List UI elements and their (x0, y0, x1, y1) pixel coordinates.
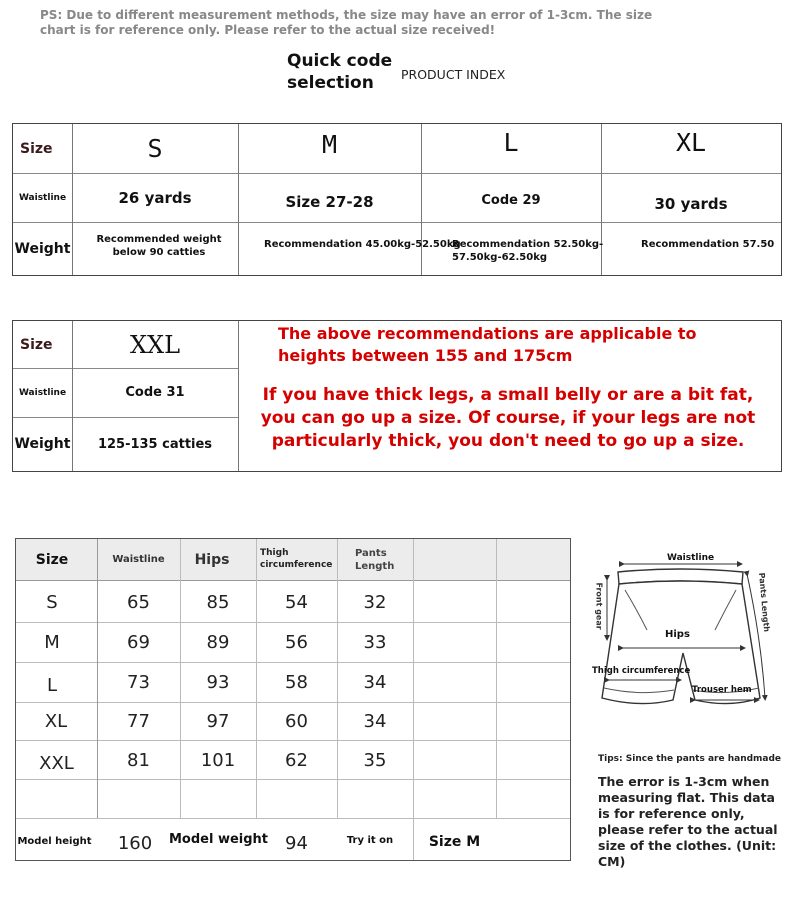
try-on-label: Try it on (346, 834, 394, 846)
label-hips: Hips (665, 629, 690, 640)
row-xxl-size: XXL (39, 752, 74, 774)
hdr-pants-length: Pants Length (355, 548, 395, 572)
label-waistline: Waistline (667, 553, 715, 563)
row-xxl-length: 35 (363, 749, 387, 771)
weight-s: Recommended weight below 90 catties (96, 234, 222, 258)
weight-xxl: 125-135 catties (97, 436, 213, 452)
label-trouser-hem: Trouser hem (692, 685, 752, 695)
error-note: The error is 1-3cm when measuring flat. This data is for reference only, please refer to the actual size of the clothes. (Unit: CM) (598, 774, 778, 869)
size-xxl: XXL (129, 330, 181, 359)
row-l-waist: 73 (127, 671, 150, 693)
row-l-size: L (46, 674, 58, 696)
row-l-thigh: 58 (285, 671, 308, 693)
waist-s: 26 yards (118, 188, 192, 207)
waist-xl: 30 yards (654, 194, 728, 213)
row-xxl-thigh: 62 (285, 749, 308, 771)
row-m-waist: 69 (127, 631, 150, 653)
tips-note: Tips: Since the pants are handmade (598, 754, 782, 764)
hdr-thigh: Thigh circumference (260, 548, 333, 570)
label-front-gear: Front gear (594, 582, 604, 630)
row-xl-size: XL (44, 710, 68, 732)
row-s-waist: 65 (127, 592, 150, 613)
size-up-note: If you have thick legs, a small belly or are a bit fat, you can go up a size. Of course, if your legs are not particularly thick, you don't need to go up a size. (260, 385, 756, 451)
row-m-thigh: 56 (285, 631, 308, 653)
height-note: The above recommendations are applicable to heights between 155 and 175cm (278, 324, 697, 365)
row-xl-waist: 77 (127, 710, 150, 732)
size-table-2 (12, 320, 782, 472)
row-label-waistline: Waistline (18, 387, 67, 398)
row-label-size: Size (20, 140, 53, 157)
row-label-size: Size (20, 336, 53, 353)
size-xl: XL (675, 127, 707, 157)
label-pants-length: Pants Length (757, 572, 772, 633)
row-m-size: M (44, 631, 60, 653)
label-thigh: Thigh circumference (592, 666, 691, 676)
row-label-waistline: Waistline (18, 192, 67, 203)
row-xxl-hips: 101 (200, 749, 236, 771)
size-l: L (503, 127, 519, 157)
model-height-value: 160 (117, 832, 153, 854)
row-s-hips: 85 (206, 592, 230, 613)
row-s-thigh: 54 (285, 592, 308, 613)
hdr-size: Size (35, 551, 69, 568)
hdr-hips: Hips (194, 551, 230, 568)
row-s-length: 32 (363, 592, 387, 613)
row-m-length: 33 (363, 631, 387, 653)
quick-code-title: Quick code selection (287, 51, 393, 93)
row-l-length: 34 (363, 671, 387, 693)
waist-xxl: Code 31 (125, 385, 185, 400)
product-index-label: PRODUCT INDEX (401, 67, 506, 82)
ps-note: PS: Due to different measurement methods, the size may have an error of 1-3cm. The size chart is for reference only. Please refer to the actual size received! (40, 8, 653, 37)
row-m-hips: 89 (206, 631, 230, 653)
row-xl-hips: 97 (206, 710, 230, 732)
row-xl-thigh: 60 (285, 710, 308, 732)
try-on-value: Size M (428, 834, 481, 850)
shorts-icon (585, 548, 785, 733)
row-label-weight: Weight (14, 436, 71, 452)
model-weight-value: 94 (285, 832, 308, 854)
measurement-table (15, 538, 571, 861)
model-height-label: Model height (17, 835, 92, 847)
row-xl-length: 34 (363, 710, 387, 732)
shorts-diagram (585, 548, 785, 733)
size-m: M (321, 129, 338, 159)
size-table-1 (12, 123, 782, 276)
row-label-weight: Weight (14, 240, 71, 257)
waist-l: Code 29 (481, 192, 541, 208)
model-weight-label: Model weight (168, 831, 269, 847)
row-s-size: S (46, 592, 58, 613)
hdr-waistline: Waistline (112, 554, 165, 565)
size-s: S (147, 134, 163, 163)
weight-l: Recommendation 52.50kg-57.50kg-62.50kg (452, 239, 604, 263)
row-xxl-waist: 81 (127, 749, 150, 771)
weight-xl: Recommendation 57.50 (641, 239, 775, 250)
weight-m: Recommendation 45.00kg-52.50kg (264, 239, 461, 250)
waist-m: Size 27-28 (285, 192, 374, 211)
row-l-hips: 93 (206, 671, 230, 693)
